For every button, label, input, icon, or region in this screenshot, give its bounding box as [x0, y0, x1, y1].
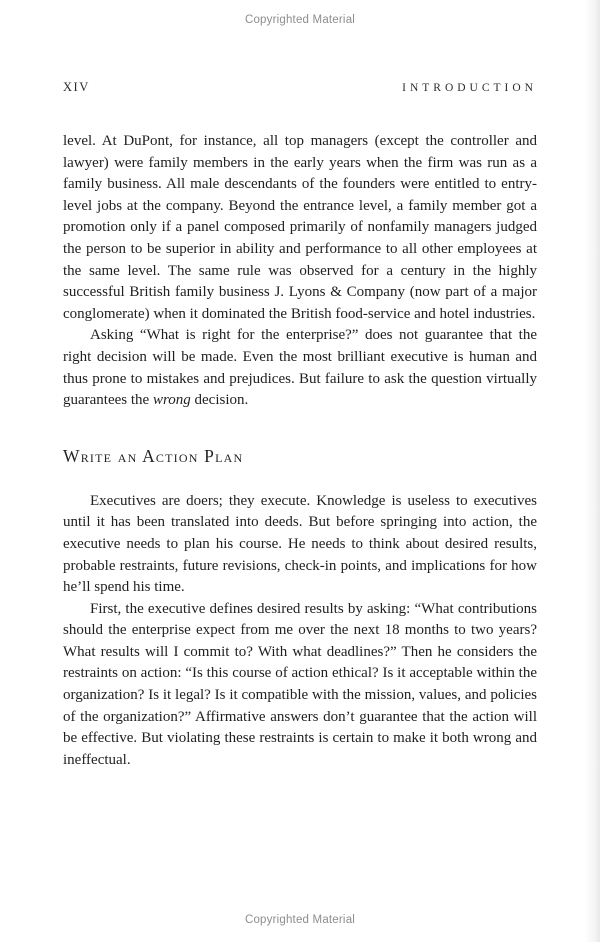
page-header [63, 80, 537, 95]
body-paragraph-2 [63, 325, 537, 411]
body-paragraph-1: level. At DuPont, for instance, all top managers (except the controller and lawyer) were family members in the early years when the firm was run as a family business. All male descendants of the founders were entitled to entry-level jobs at the company. Beyond the entrance level, a family member got a promotion only if a panel composed primarily of nonfamily managers judged the person to be superior in ability and performance to all other employees at the same level. The same rule was observed for a century in the highly successful British family business J. Lyons & Company (now part of a major conglomerate) when it dominated the British food-service and hotel industries. [63, 133, 537, 322]
running-header: INTRODUCTION [402, 82, 537, 94]
copyright-notice-top: Copyrighted Material [244, 14, 356, 26]
section-heading: Write an Action Plan [63, 445, 244, 466]
paragraph-2-italic-word: wrong [152, 392, 191, 409]
paragraph-2-text-after: decision. [190, 392, 249, 409]
copyright-notice-bottom: Copyrighted Material [244, 914, 356, 926]
page-body [63, 131, 537, 771]
body-paragraph-3: Executives are doers; they execute. Knowledge is useless to executives until it has been translated into deeds. But before springing into action, the executive needs to plan his course. He needs to think about desired results, probable restraints, future revisions, check-in points, and implications for how he’ll spend his time. [63, 492, 537, 596]
page-number: XIV [63, 80, 90, 94]
body-paragraph-4: First, the executive defines desired results by asking: “What contributions should the enterprise expect from me over the next 18 months to two years? What results will I commit to? With what deadlines?” Then he considers the restraints on action: “Is this course of action ethical? Is it acceptable within the organization? Is it legal? Is it compatible with the mission, values, and policies of the organization?” Affirmative answers don’t guarantee that the action will be effective. But violating these restraints is certain to make it both wrong and ineffectual. [63, 600, 537, 768]
page-edge-shading [584, 0, 600, 942]
paragraph-2-text-before: Asking “What is right for the enterprise?” does not guarantee that the right decision will be made. Even the most brilliant executive is human and thus prone to mistakes and prejudices. But failure to ask the question virtually guarantees the [63, 327, 537, 409]
